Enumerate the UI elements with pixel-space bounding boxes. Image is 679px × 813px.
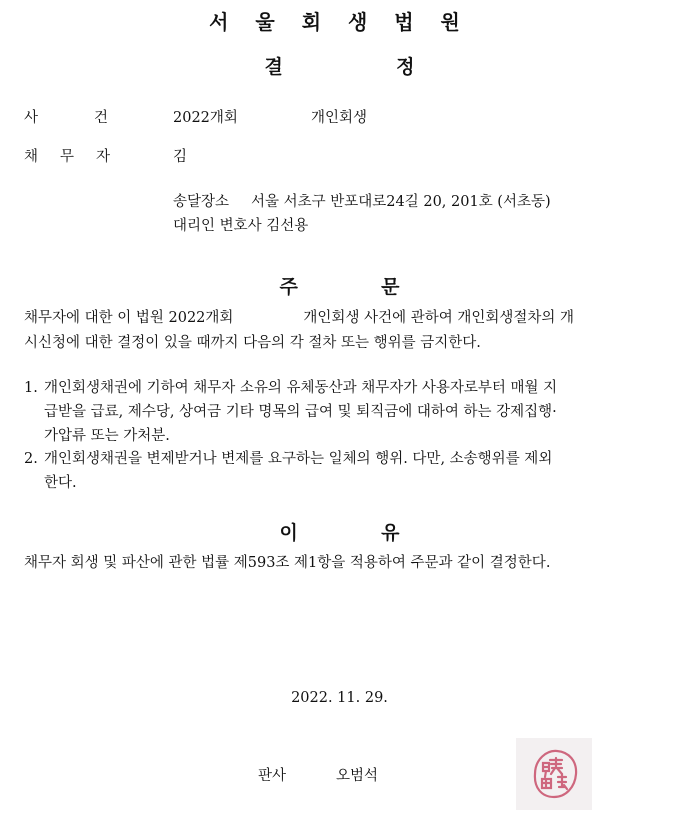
order-intro-line-1-part-1: 채무자에 대한 이 법원 2022개회 (24, 310, 234, 326)
order-item-2-number: 2. (24, 451, 38, 467)
judge-name: 오범석 (336, 768, 379, 784)
agent: 대리인 변호사 김선용 (173, 218, 309, 234)
decision-date: 2022. 11. 29. (291, 690, 388, 706)
court-name: 서 울 회 생 법 원 (209, 10, 470, 34)
order-intro (24, 306, 652, 356)
order-item-1-line-1: 개인회생채권에 기하여 채무자 소유의 유체동산과 채무자가 사용자로부터 매월 지 (44, 380, 558, 396)
order-item-2-line-1: 개인회생채권을 변제받거나 변제를 요구하는 일체의 행위. 다만, 소송행위를 제외 (44, 451, 553, 467)
order-item-1-line-3: 가압류 또는 가처분. (44, 428, 170, 444)
document-type-heading (0, 52, 679, 79)
doc-type-part-2: 정 (396, 56, 415, 78)
reason-heading-part-1: 이 (279, 522, 298, 544)
case-type: 개인회생 (311, 110, 368, 126)
debtor-name: 김 (173, 149, 188, 165)
judge-label: 판사 (258, 768, 287, 784)
order-item-2 (24, 447, 652, 495)
debtor-label: 채 무 자 (24, 149, 111, 165)
order-intro-line-1 (24, 306, 652, 331)
reason-heading-part-2: 유 (381, 522, 400, 544)
reason-heading (0, 518, 679, 545)
reason-text-line: 채무자 회생 및 파산에 관한 법률 제593조 제1항을 적용하여 주문과 같이 결정한다. (24, 555, 551, 571)
seal-icon (521, 741, 587, 807)
address-label: 송달장소 (173, 194, 230, 210)
order-item-2-line-2: 한다. (44, 475, 77, 491)
address: 서울 서초구 반포대로24길 20, 201호 (서초동) (251, 194, 551, 210)
case-label: 사 건 (24, 110, 109, 126)
order-heading-part-1: 주 (279, 276, 298, 298)
order-item-1-number: 1. (24, 380, 38, 396)
order-intro-line-2: 시신청에 대한 결정이 있을 때까지 다음의 각 절차 또는 행위를 금지한다. (24, 335, 481, 351)
order-heading (0, 272, 679, 299)
doc-type-part-1: 결 (264, 56, 283, 78)
order-heading-part-2: 문 (381, 276, 400, 298)
order-item-1 (24, 376, 652, 448)
reason-text (24, 551, 652, 576)
order-item-2-text (44, 447, 652, 495)
judge-seal-stamp (516, 738, 592, 810)
order-intro-line-1-part-2: 개인회생 사건에 관하여 개인회생절차의 개 (303, 310, 574, 326)
order-item-1-text (44, 376, 652, 448)
order-item-1-line-2: 급받을 급료, 제수당, 상여금 기타 명목의 급여 및 퇴직금에 대하여 하는 강제집행· (44, 404, 557, 420)
case-number: 2022개회 (173, 110, 238, 126)
